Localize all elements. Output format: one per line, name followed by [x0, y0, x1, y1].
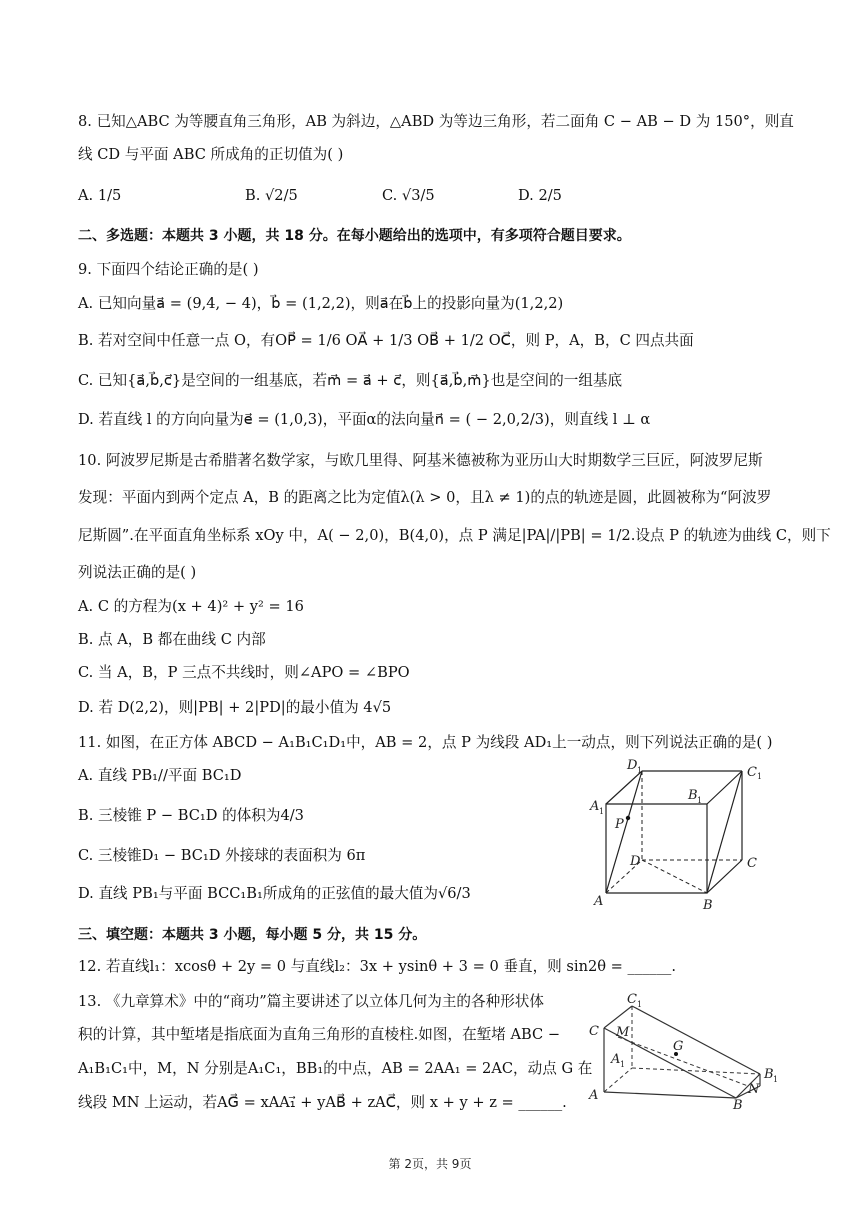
q10-option-d: D. 若 D(2,2)，则|PB| + 2|PD|的最小值为 4√5 [78, 699, 392, 716]
q9-stem: 9. 下面四个结论正确的是( ) [78, 261, 259, 278]
label-b: B [733, 1098, 743, 1113]
label-c1-sub: 1 [637, 1000, 643, 1009]
q13-line-4: 线段 MN 上运动，若AG⃗ = xAA₁⃗ + yAB⃗ + zAC⃗，则 x + y + z = ______. [78, 1094, 567, 1111]
q8-option-a: A. 1/5 [78, 187, 122, 204]
q10-option-b: B. 点 A，B 都在曲线 C 内部 [78, 631, 266, 648]
q10-line-3: 尼斯圆”.在平面直角坐标系 xOy 中，A( − 2,0)，B(4,0)，点 P 满足|PA|/|PB| = 1/2.设点 P 的轨迹为曲线 C，则下 [78, 527, 831, 544]
label-a1: A [611, 1052, 621, 1067]
label-d1-sub: 1 [637, 766, 643, 775]
q11-option-c: C. 三棱锥D₁ − BC₁D 外接球的表面积为 6π [78, 847, 366, 864]
q8-option-c: C. √3/5 [382, 187, 435, 204]
label-c1-sub: 1 [757, 772, 763, 781]
q8-line-1: 8. 已知△ABC 为等腰直角三角形，AB 为斜边，△ABD 为等边三角形，若二面角 C − AB − D 为 150°，则直 [78, 113, 794, 130]
q11-option-a: A. 直线 PB₁//平面 BC₁D [78, 767, 242, 784]
label-a: A [594, 894, 604, 909]
label-a1: A [590, 799, 600, 814]
q8-line-2: 线 CD 与平面 ABC 所成角的正切值为( ) [78, 146, 344, 163]
q11-option-b: B. 三棱锥 P − BC₁D 的体积为4/3 [78, 807, 304, 824]
label-a: A [589, 1088, 599, 1103]
label-n: N [748, 1082, 760, 1097]
q10-option-a: A. C 的方程为(x + 4)² + y² = 16 [78, 598, 304, 615]
q8-option-b: B. √2/5 [245, 187, 298, 204]
q11-option-d: D. 直线 PB₁与平面 BCC₁B₁所成角的正弦值的最大值为√6/3 [78, 885, 471, 902]
q13-line-2: 积的计算，其中堑堵是指底面为直角三角形的直棱柱.如图，在堑堵 ABC − [78, 1026, 561, 1043]
label-a1-sub: 1 [599, 807, 605, 816]
point-p-dot [626, 816, 630, 820]
label-m: M [616, 1025, 630, 1040]
label-a1-sub: 1 [620, 1060, 626, 1069]
q12-text: 12. 若直线l₁：xcosθ + 2y = 0 与直线l₂：3x + ysinθ + 3 = 0 垂直，则 sin2θ = ______. [78, 958, 676, 975]
q10-line-4: 列说法正确的是( ) [78, 564, 197, 581]
label-b1: B [764, 1067, 774, 1082]
prism-figure [585, 990, 785, 1113]
label-d: D [630, 854, 641, 869]
label-g: G [673, 1039, 684, 1054]
q9-option-a: A. 已知向量a⃗ = (9,4, − 4)，b⃗ = (1,2,2)，则a⃗在b⃗上的投影向量为(1,2,2) [78, 295, 564, 312]
label-b1-sub: 1 [697, 796, 703, 805]
q8-option-d: D. 2/5 [518, 187, 562, 204]
q13-line-3: A₁B₁C₁中，M，N 分别是A₁C₁，BB₁的中点，AB = 2AA₁ = 2AC，动点 G 在 [78, 1060, 593, 1077]
q10-line-2: 发现：平面内到两个定点 A，B 的距离之比为定值λ(λ > 0，且λ ≠ 1)的点的轨迹是圆，此圆被称为“阿波罗 [78, 489, 772, 506]
label-d1: D [627, 758, 638, 773]
label-b1: B [688, 788, 698, 803]
label-b: B [703, 898, 713, 913]
label-c1: C [747, 765, 757, 780]
cube-figure [585, 755, 785, 915]
q9-option-c: C. 已知{a⃗,b⃗,c⃗}是空间的一组基底，若m⃗ = a⃗ + c⃗，则{a⃗,b⃗,m⃗}也是空间的一组基底 [78, 372, 623, 389]
q11-stem: 11. 如图，在正方体 ABCD − A₁B₁C₁D₁中，AB = 2，点 P 为线段 AD₁上一动点，则下列说法正确的是( ) [78, 734, 773, 751]
q9-option-b: B. 若对空间中任意一点 O，有OP⃗ = 1/6 OA⃗ + 1/3 OB⃗ + 1/2 OC⃗，则 P，A，B，C 四点共面 [78, 332, 694, 349]
label-b1-sub: 1 [773, 1075, 779, 1084]
label-c: C [589, 1024, 599, 1039]
q10-line-1: 10. 阿波罗尼斯是古希腊著名数学家，与欧几里得、阿基米德被称为亚历山大时期数学三巨匠，阿波罗尼斯 [78, 452, 763, 469]
q13-line-1: 13. 《九章算术》中的“商功”篇主要讲述了以立体几何为主的各种形状体 [78, 993, 544, 1010]
label-c1: C [627, 992, 637, 1007]
section-3-heading: 三、填空题：本题共 3 小题，每小题 5 分，共 15 分。 [78, 927, 427, 943]
label-p: P [615, 817, 624, 832]
section-2-heading: 二、多选题：本题共 3 小题，共 18 分。在每小题给出的选项中，有多项符合题目要求。 [78, 228, 631, 244]
page-footer: 第 2页，共 9页 [388, 1157, 472, 1171]
q10-option-c: C. 当 A，B，P 三点不共线时，则∠APO = ∠BPO [78, 664, 410, 681]
label-c: C [747, 856, 757, 871]
q9-option-d: D. 若直线 l 的方向向量为e⃗ = (1,0,3)，平面α的法向量n⃗ = ( − 2,0,2/3)，则直线 l ⊥ α [78, 411, 651, 428]
